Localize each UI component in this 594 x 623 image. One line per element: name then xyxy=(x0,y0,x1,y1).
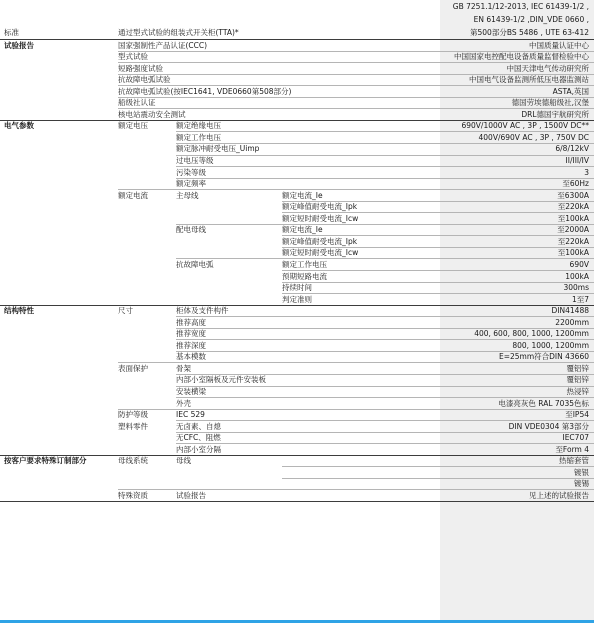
row-item-label: 推荐高度 xyxy=(176,317,206,327)
row-group-label: 特殊资质 xyxy=(118,490,148,500)
row-item-label: 无卤素、自熄 xyxy=(176,421,221,431)
row-value: 690V xyxy=(569,259,589,269)
row-value: 400, 600, 800, 1000, 1200mm xyxy=(474,329,589,339)
row-group-label: 防护等级 xyxy=(118,410,148,420)
row-subitem-label: 额定短时耐受电流_Icw xyxy=(282,213,359,223)
row-item-label: 骨架 xyxy=(176,363,191,373)
row-value: 至100kA xyxy=(557,213,589,223)
row-item-label: 配电母线 xyxy=(176,225,206,235)
row-value: 至Form 4 xyxy=(555,444,589,454)
row-divider xyxy=(282,293,594,294)
row-item-label: 安装横梁 xyxy=(176,387,206,396)
row-value: 中国电气设备监测所低压电器监测站 xyxy=(469,75,589,85)
row-group-label: 核电站震动安全测试 xyxy=(118,109,186,119)
row-group-label: 抗故障电弧试验 xyxy=(118,75,171,85)
section-title: 结构特性 xyxy=(4,306,34,316)
row-value: 覆铝锌 xyxy=(566,363,589,373)
row-value: 2200mm xyxy=(555,317,589,327)
row-group-label: 国家强制性产品认证(CCC) xyxy=(118,40,208,50)
row-divider xyxy=(176,443,594,444)
row-value: 690V/1000V AC , 3P , 1500V DC** xyxy=(461,121,589,131)
row-subitem-label: 额定峰值耐受电流_Ipk xyxy=(282,202,358,212)
row-value: II/III/IV xyxy=(565,156,589,165)
row-value: ASTA,英国 xyxy=(552,86,589,96)
row-item-label: 基本模数 xyxy=(176,352,206,362)
row-value: 镀锡 xyxy=(574,479,589,489)
row-group-label: 型式试验 xyxy=(118,52,148,62)
header-standard-line: 第500部分BS 5486 , UTE 63-412 xyxy=(470,28,589,37)
row-value: DRL德国宇航研究所 xyxy=(521,109,589,119)
section-title: 按客户要求特殊订制部分 xyxy=(4,456,87,466)
row-subitem-label: 额定短时耐受电流_Icw xyxy=(282,248,359,258)
row-item-label: 推荐宽度 xyxy=(176,329,206,339)
row-group-label: 额定电流 xyxy=(118,190,148,200)
row-value: 至6300A xyxy=(557,190,589,200)
row-value: 400V/690V AC , 3P , 750V DC xyxy=(478,132,589,142)
row-value: DIN41488 xyxy=(551,306,589,316)
row-group-label: 母线系统 xyxy=(118,456,148,466)
row-value: 3 xyxy=(584,167,589,177)
row-divider xyxy=(282,282,594,283)
row-divider xyxy=(176,316,594,317)
row-value: 覆铝锌 xyxy=(566,375,589,385)
row-value: DIN VDE0304 第3部分 xyxy=(508,421,589,431)
row-divider xyxy=(0,455,594,456)
row-item-label: 额定频率 xyxy=(176,179,206,189)
row-item-label: 试验报告 xyxy=(176,490,206,500)
row-group-sublabel: 塑料零件 xyxy=(118,421,148,431)
row-item-label: 无CFC、阻燃 xyxy=(176,433,221,443)
row-item-label: 过电压等级 xyxy=(176,156,214,165)
header-standard-line: EN 61439-1/2 ,DIN_VDE 0660 , xyxy=(473,15,589,24)
row-group-label: 短路强度试验 xyxy=(118,63,163,73)
row-divider xyxy=(0,39,594,40)
row-value: 至220kA xyxy=(557,202,589,212)
row-value: 中国质量认证中心 xyxy=(529,40,589,50)
row-item-label: 额定绝缘电压 xyxy=(176,121,221,131)
row-subitem-label: 判定准则 xyxy=(282,294,312,304)
row-divider xyxy=(176,166,594,167)
row-value: 见上述的试验报告 xyxy=(529,490,589,500)
row-divider xyxy=(176,386,594,387)
row-subitem-label: 额定峰值耐受电流_Ipk xyxy=(282,236,358,246)
row-value: 至220kA xyxy=(557,236,589,246)
row-item-label: 外壳 xyxy=(176,398,191,408)
header-standard-line: GB 7251.1/12-2013, IEC 61439-1/2 , xyxy=(452,2,589,11)
row-subitem-label: 额定电流_Ie xyxy=(282,225,323,235)
row-group-label: 尺寸 xyxy=(118,306,133,316)
row-divider xyxy=(282,270,594,271)
row-value: 300ms xyxy=(563,283,589,293)
row-value: 至60Hz xyxy=(562,179,589,189)
row-divider xyxy=(0,501,594,502)
row-value: E=25mm符合DIN 43660 xyxy=(498,352,589,362)
row-value: 镀银 xyxy=(574,467,589,477)
row-value: 至2000A xyxy=(557,225,589,235)
row-item-label: 内部小室分隔 xyxy=(176,444,221,454)
row-group-label: 表面保护 xyxy=(118,363,148,373)
row-value: 100kA xyxy=(565,271,589,281)
row-value: 1至7 xyxy=(571,294,589,304)
row-item-label: 母线 xyxy=(176,456,191,466)
row-divider xyxy=(176,155,594,156)
row-item-label: 推荐深度 xyxy=(176,340,206,350)
row-item-label: 污染等级 xyxy=(176,167,206,177)
row-subitem-label: 预期短路电流 xyxy=(282,271,327,281)
row-value: 至100kA xyxy=(557,248,589,258)
row-item-label: 抗故障电弧 xyxy=(176,259,214,269)
row-value: 至IP54 xyxy=(565,410,589,420)
row-divider xyxy=(176,224,594,225)
header-column-title: 通过型式试验的组装式开关柜(TTA)* xyxy=(118,28,239,37)
row-value: IEC707 xyxy=(562,433,589,443)
row-value: 热浸锌 xyxy=(566,387,589,396)
row-divider xyxy=(176,258,594,259)
row-subitem-label: 额定工作电压 xyxy=(282,259,327,269)
row-divider xyxy=(176,178,594,179)
row-item-label: 内部小室隔板及元件安装板 xyxy=(176,375,266,385)
row-value: 中国国家电控配电设备质量监督检验中心 xyxy=(454,52,589,62)
row-divider xyxy=(282,466,594,467)
row-subitem-label: 额定电流_Ie xyxy=(282,190,323,200)
row-divider xyxy=(176,432,594,433)
row-value: 热缩套管 xyxy=(559,456,589,466)
row-group-label: 抗故障电弧试验(按IEC1641, VDE0660第508部分) xyxy=(118,86,292,96)
row-item-label: 柜体及支件构件 xyxy=(176,306,229,316)
section-title: 电气参数 xyxy=(4,121,34,131)
row-divider xyxy=(0,305,594,306)
row-item-label: IEC 529 xyxy=(176,410,205,420)
row-value: 800, 1000, 1200mm xyxy=(512,340,589,350)
row-group-label: 船级社认证 xyxy=(118,98,156,108)
row-item-label: 额定脉冲耐受电压_Uimp xyxy=(176,144,260,154)
row-value: 中国天津电气传动研究所 xyxy=(506,63,589,73)
header-left-label: 标准 xyxy=(4,28,19,37)
row-item-label: 主母线 xyxy=(176,190,199,200)
row-subitem-label: 持续时间 xyxy=(282,283,312,293)
row-divider xyxy=(282,478,594,479)
row-value: 德国劳埃德船级社,汉堡 xyxy=(511,98,589,108)
row-item-label: 额定工作电压 xyxy=(176,132,221,142)
row-group-label: 额定电压 xyxy=(118,121,148,131)
row-value: 6/8/12kV xyxy=(555,144,589,154)
row-value: 电漆亮灰色 RAL 7035色标 xyxy=(498,398,589,408)
section-title: 试验报告 xyxy=(4,40,34,50)
